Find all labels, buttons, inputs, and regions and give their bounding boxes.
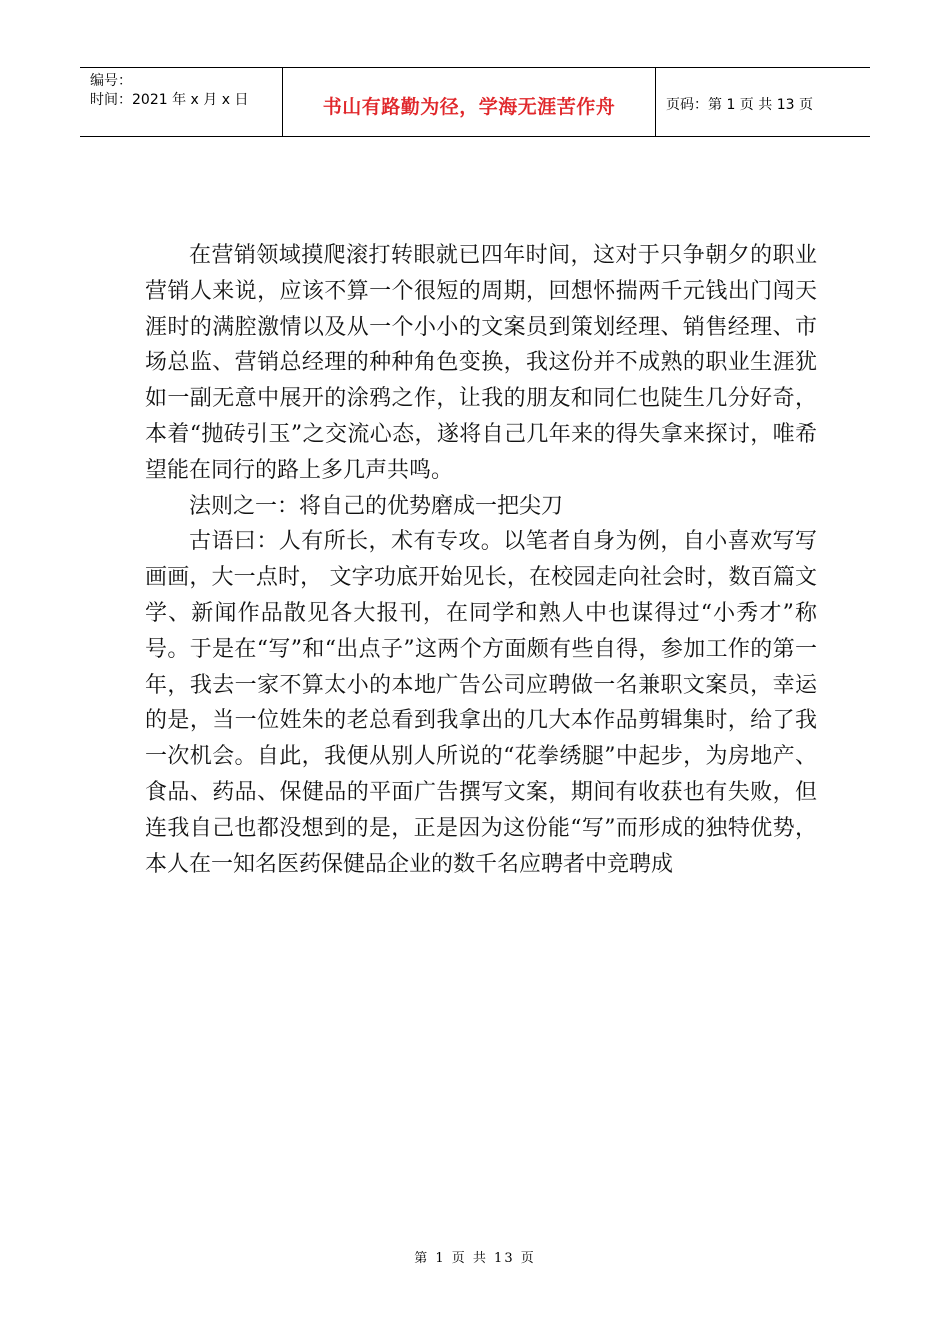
document-body: [145, 238, 817, 882]
header-motto-cell: [283, 68, 656, 136]
page-footer: 第 1 页 共 13 页: [414, 1251, 536, 1266]
section-paragraph: 古语曰：人有所长，术有专攻。以笔者自身为例，自小喜欢写写画画，大一点时， 文字功底开始见长，在校园走向社会时，数百篇文学、新闻作品散见各大报刊，在同学和熟人中也谋得过“小秀才”称号。于是在“写”和“出点子”这两个方面颇有些自得，参加工作的第一年，我去一家不算太小的本地广告公司应聘做一名兼职文案员，幸运的是，当一位姓朱的老总看到我拿出的几大本作品剪辑集时，给了我一次机会。自此，我便从别人所说的“花拳绣腿”中起步，为房地产、食品、药品、保健品的平面广告撰写文案，期间有收获也有失败，但连我自己也都没想到的是，正是因为这份能“写”而形成的独特优势，本人在一知名医药保健品企业的数千名应聘者中竞聘成: [145, 529, 817, 877]
document-header: [80, 67, 870, 137]
document-date: 时间：2021 年 x 月 x 日: [90, 92, 249, 108]
intro-paragraph: 在营销领域摸爬滚打转眼就已四年时间，这对于只争朝夕的职业营销人来说，应该不算一个很短的周期，回想怀揣两千元钱出门闯天涯时的满腔激情以及从一个小小的文案员到策划经理、销售经理、市场总监、营销总经理的种种角色变换，我这份并不成熟的职业生涯犹如一副无意中展开的涂鸦之作，让我的朋友和同仁也陡生几分好奇，本着“抛砖引玉”之交流心态，遂将自己几年来的得失拿来探讨，唯希望能在同行的路上多几声共鸣。: [145, 243, 817, 483]
section-heading: 法则之一：将自己的优势磨成一把尖刀: [189, 493, 564, 519]
document-number-label: 编号：: [90, 73, 132, 89]
header-meta-cell: [80, 68, 283, 136]
header-page-cell: [656, 68, 870, 136]
header-page-info: 页码：第 1 页 共 13 页: [666, 97, 813, 113]
header-motto: 书山有路勤为径，学海无涯苦作舟: [322, 96, 616, 118]
